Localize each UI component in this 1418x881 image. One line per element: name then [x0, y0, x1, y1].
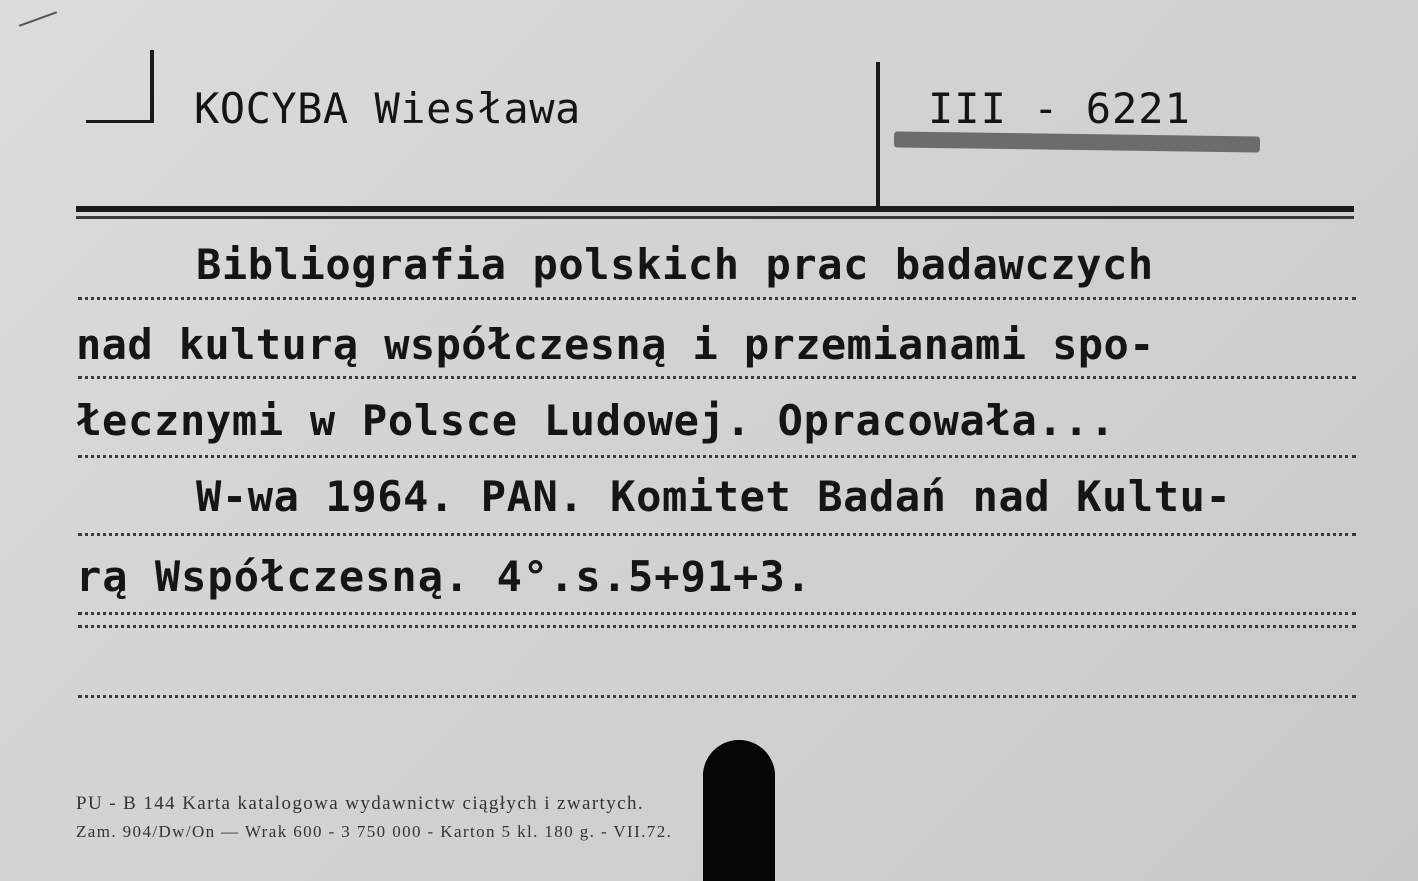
body-line-2: nad kulturą współczesną i przemianami spo- — [76, 320, 1155, 369]
indent-mark-vertical — [150, 50, 154, 122]
author-name: KOCYBA Wiesława — [194, 84, 581, 133]
call-number-underline — [894, 131, 1260, 152]
header-rule — [76, 206, 1354, 212]
header-divider — [876, 62, 880, 212]
body-line-5: rą Współczesną. 4°.s.5+91+3. — [76, 552, 813, 601]
rule-line — [78, 533, 1356, 536]
punch-hole-overlay — [703, 740, 775, 881]
body-line-4: W-wa 1964. PAN. Komitet Badań nad Kultu- — [196, 472, 1232, 521]
rule-line — [78, 455, 1356, 458]
footer-line-1: PU - B 144 Karta katalogowa wydawnictw ciągłych i zwartych. — [76, 793, 645, 814]
header-rule-thin — [76, 216, 1354, 219]
rule-line — [78, 297, 1356, 300]
rule-line — [78, 695, 1356, 698]
body-line-1: Bibliografia polskich prac badawczych — [196, 240, 1154, 289]
corner-pen-mark — [19, 11, 57, 27]
footer-line-2: Zam. 904/Dw/On — Wrak 600 - 3 750 000 - Karton 5 kl. 180 g. - VII.72. — [76, 822, 673, 841]
body-line-3: łecznymi w Polsce Ludowej. Opracowała... — [76, 396, 1116, 445]
rule-line — [78, 376, 1356, 379]
rule-line — [78, 625, 1356, 628]
call-number: III - 6221 — [928, 84, 1191, 133]
rule-line — [78, 612, 1356, 615]
indent-mark-horizontal — [86, 120, 154, 123]
